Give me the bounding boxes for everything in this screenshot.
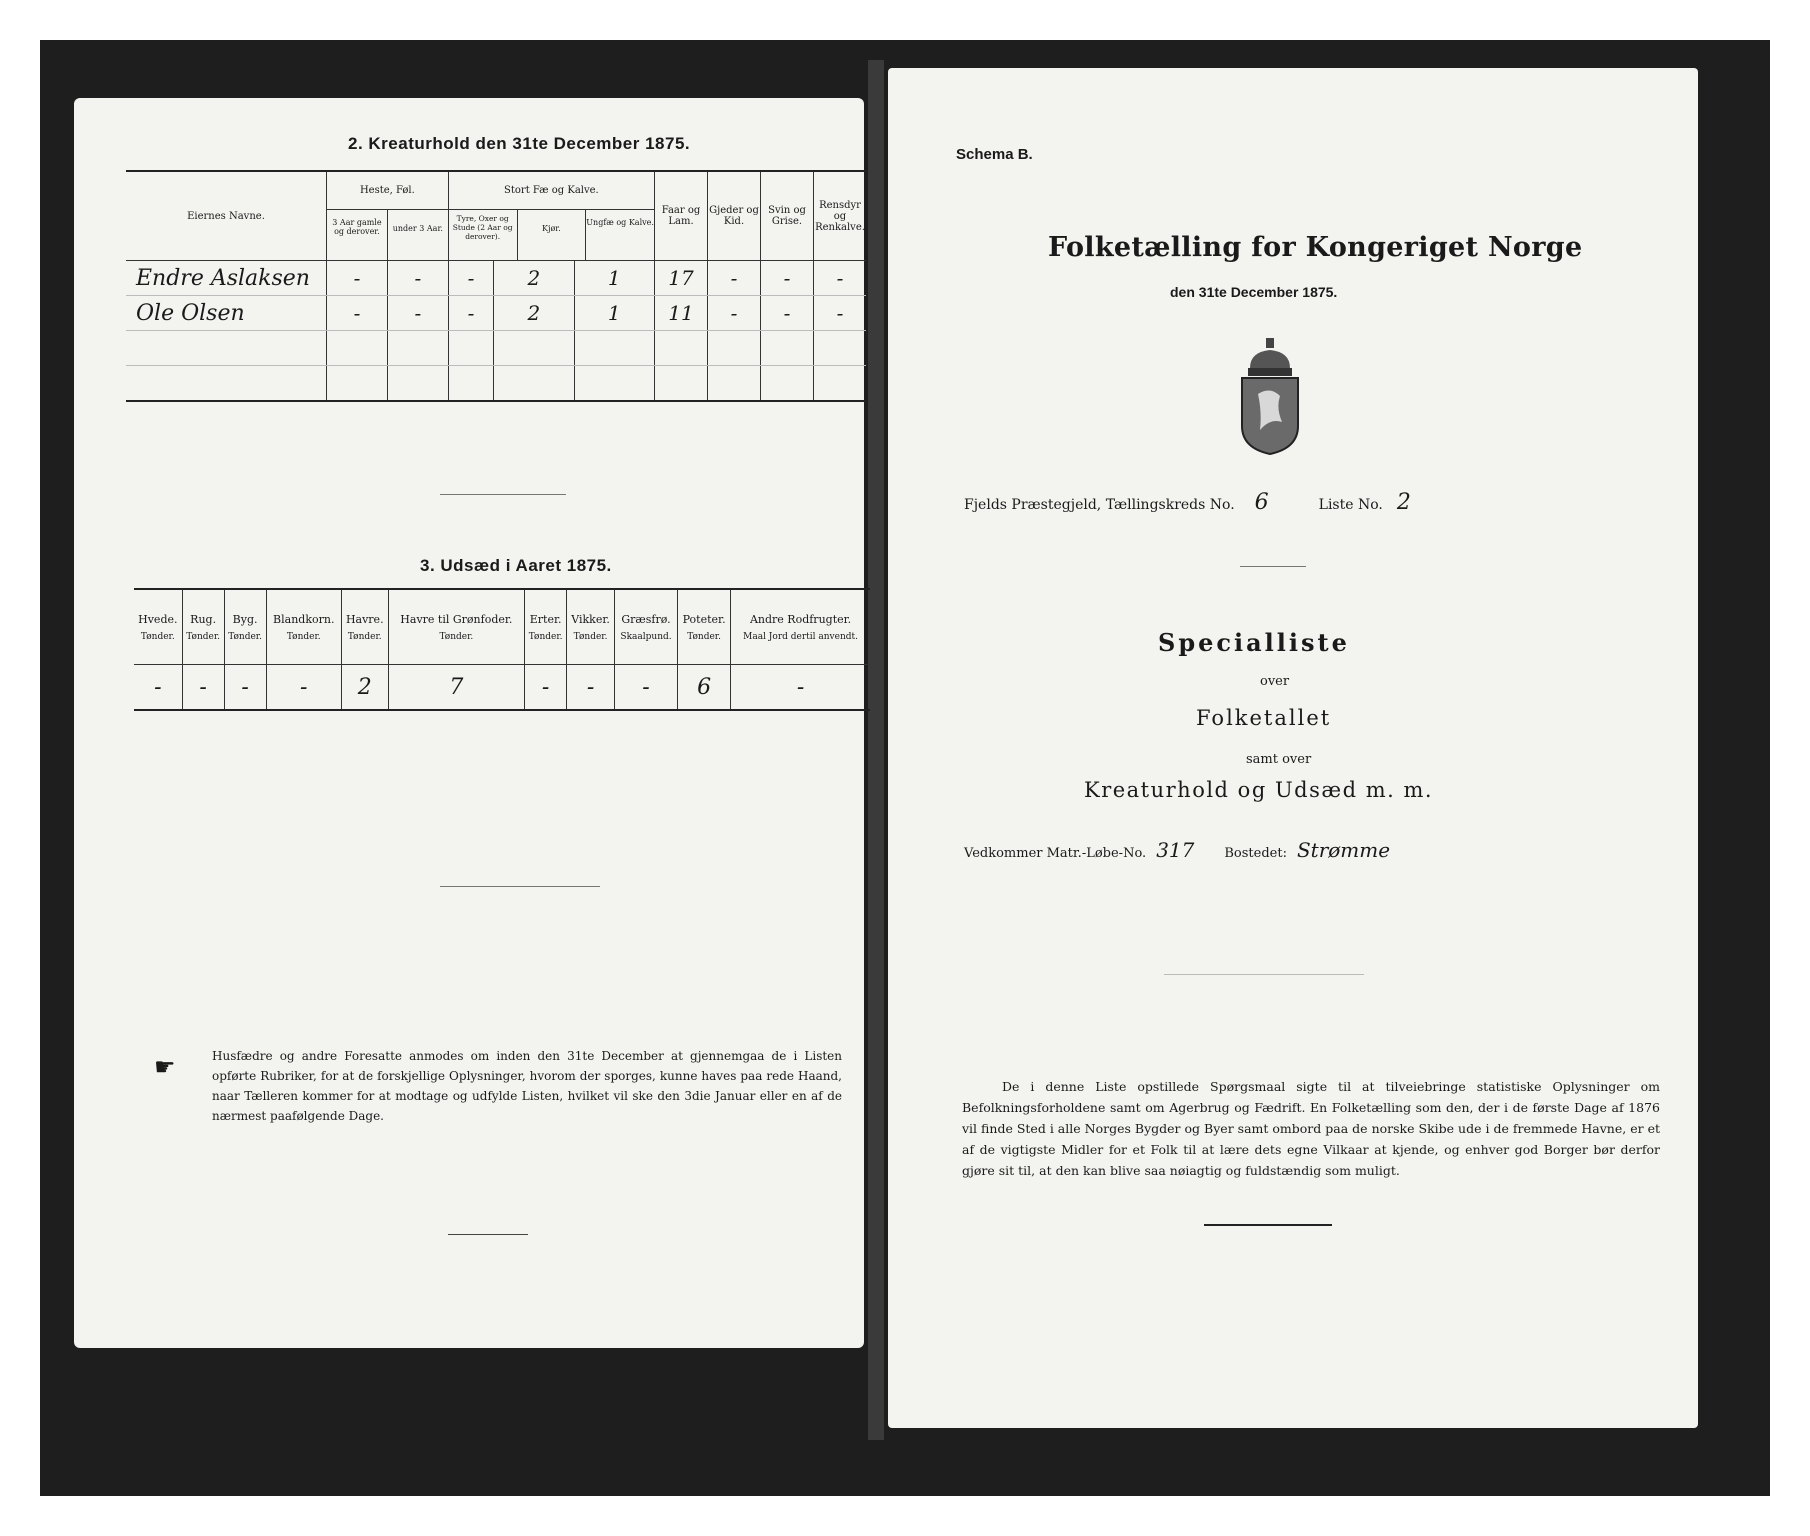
header-heste-sub2: under 3 Aar. bbox=[392, 223, 443, 233]
liste-number: 2 bbox=[1396, 490, 1411, 515]
seed-header-label: Blandkorn. bbox=[273, 612, 335, 626]
header-heste-sub1: 3 Aar gamle og derover. bbox=[327, 210, 388, 260]
seed-value: - bbox=[266, 665, 341, 711]
seed-unit-label: Maal Jord dertil anvendt. bbox=[743, 631, 858, 642]
liste-label: Liste No. bbox=[1318, 497, 1383, 513]
seed-header bbox=[567, 589, 615, 665]
table-row bbox=[126, 331, 866, 366]
matr-line bbox=[964, 838, 1390, 862]
seed-value: 2 bbox=[341, 665, 388, 711]
folketallet-heading: Folketallet bbox=[1196, 706, 1332, 730]
seed-unit-label: Tønder. bbox=[439, 631, 474, 642]
specialliste-heading: Specialliste bbox=[1158, 628, 1350, 657]
divider bbox=[440, 886, 600, 887]
matr-label: Vedkommer Matr.-Løbe-No. bbox=[964, 846, 1147, 861]
cell: 17 bbox=[655, 261, 708, 296]
matr-number: 317 bbox=[1156, 838, 1195, 862]
cell: 2 bbox=[494, 261, 574, 296]
bosted-label: Bostedet: bbox=[1224, 846, 1287, 861]
coat-of-arms-icon bbox=[1238, 338, 1302, 456]
divider bbox=[1240, 566, 1306, 567]
seed-header bbox=[134, 589, 182, 665]
seed-unit-label: Tønder. bbox=[347, 631, 382, 642]
seed-header bbox=[388, 589, 525, 665]
seed-header-label: Havre til Grønfoder. bbox=[400, 612, 513, 626]
divider bbox=[1164, 974, 1364, 975]
cell: - bbox=[387, 261, 448, 296]
livestock-table bbox=[126, 170, 866, 402]
seed-value: - bbox=[182, 665, 224, 711]
cell: - bbox=[448, 261, 493, 296]
seed-header bbox=[678, 589, 731, 665]
seed-header bbox=[731, 589, 870, 665]
seed-unit-label: Tønder. bbox=[528, 631, 563, 642]
seed-value: 7 bbox=[388, 665, 525, 711]
seed-header bbox=[341, 589, 388, 665]
cell: - bbox=[708, 261, 761, 296]
seed-value: - bbox=[567, 665, 615, 711]
divider bbox=[440, 494, 566, 495]
notice-text: Husfædre og andre Foresatte anmodes om inden den 31te December at gjennemgaa de i Listen opførte Rubriker, for at de forskjellige Oplysninger, hvorom der sporges, kunne haves paa rede Haand, naar Tælleren kommer for at modtage og udfylde Listen, hvilket vil ske den 3die Januar eller en af de nærmest paafølgende Dage. bbox=[212, 1049, 842, 1123]
table-row bbox=[126, 296, 866, 331]
seed-value: - bbox=[731, 665, 870, 711]
seed-header-label: Erter. bbox=[529, 612, 562, 626]
cell: - bbox=[327, 296, 388, 331]
header-faar: Faar og Lam. bbox=[655, 171, 708, 261]
header-rensdyr: Rensdyr og Renkalve. bbox=[814, 171, 867, 261]
census-date: den 31te December 1875. bbox=[1170, 284, 1338, 300]
seed-unit-label: Tønder. bbox=[140, 631, 175, 642]
header-stort: Stort Fæ og Kalve. bbox=[449, 173, 654, 210]
seed-value: - bbox=[224, 665, 266, 711]
divider bbox=[448, 1234, 528, 1235]
samt-over-text: samt over bbox=[1246, 752, 1312, 767]
bosted-value: Strømme bbox=[1296, 838, 1391, 862]
seed-unit-label: Skaalpund. bbox=[620, 631, 672, 642]
cell: 2 bbox=[494, 296, 574, 331]
header-stort-sub2: Kjør. bbox=[518, 210, 587, 260]
seed-table bbox=[134, 588, 870, 711]
pointing-hand-icon: ☛ bbox=[154, 1053, 176, 1081]
seed-header bbox=[224, 589, 266, 665]
owner-name: Endre Aslaksen bbox=[126, 261, 327, 296]
seed-header-label: Rug. bbox=[190, 612, 217, 626]
header-names: Eiernes Navne. bbox=[126, 171, 327, 261]
cell: - bbox=[327, 261, 388, 296]
seed-header-label: Byg. bbox=[232, 612, 258, 626]
book-spine bbox=[868, 60, 884, 1440]
seed-header-label: Hvede. bbox=[138, 612, 178, 626]
header-stort-sub1: Tyre, Oxer og Stude (2 Aar og derover). bbox=[449, 210, 518, 260]
seed-unit-label: Tønder. bbox=[573, 631, 608, 642]
cell: - bbox=[448, 296, 493, 331]
cell: 11 bbox=[655, 296, 708, 331]
seed-header bbox=[182, 589, 224, 665]
seed-header-label: Havre. bbox=[345, 612, 384, 626]
seed-value: - bbox=[525, 665, 567, 711]
section3-title: 3. Udsæd i Aaret 1875. bbox=[420, 556, 612, 575]
header-heste: Heste, Føl. bbox=[327, 173, 448, 210]
owner-name: Ole Olsen bbox=[126, 296, 327, 331]
cell: 1 bbox=[574, 261, 654, 296]
seed-header-label: Græsfrø. bbox=[621, 612, 671, 626]
header-stort-sub3: Ungfæ og Kalve. bbox=[586, 217, 654, 227]
header-gjeder: Gjeder og Kid. bbox=[708, 171, 761, 261]
table-row bbox=[126, 366, 866, 402]
cell: - bbox=[814, 296, 867, 331]
cell: 1 bbox=[574, 296, 654, 331]
header-svin: Svin og Grise. bbox=[761, 171, 814, 261]
seed-unit-label: Tønder. bbox=[186, 631, 220, 642]
seed-header bbox=[615, 589, 678, 665]
cell: - bbox=[761, 296, 814, 331]
divider bbox=[1204, 1224, 1332, 1226]
seed-value: - bbox=[154, 674, 162, 700]
seed-value: 6 bbox=[678, 665, 731, 711]
kreds-label: Fjelds Præstegjeld, Tællingskreds No. bbox=[964, 497, 1235, 513]
seed-header-label: Vikker. bbox=[571, 612, 610, 626]
over-text: over bbox=[1260, 674, 1290, 689]
seed-value: - bbox=[615, 665, 678, 711]
cell: - bbox=[761, 261, 814, 296]
seed-header bbox=[525, 589, 567, 665]
table-row bbox=[126, 261, 866, 296]
kreds-line bbox=[964, 490, 1411, 515]
cell: - bbox=[387, 296, 448, 331]
seed-unit-label: Tønder. bbox=[687, 631, 721, 642]
section2-title: 2. Kreaturhold den 31te December 1875. bbox=[348, 134, 691, 153]
seed-header-label: Poteter. bbox=[682, 612, 726, 626]
schema-label: Schema B. bbox=[956, 146, 1033, 163]
seed-header bbox=[266, 589, 341, 665]
seed-unit-label: Tønder. bbox=[228, 631, 262, 642]
cell: - bbox=[814, 261, 867, 296]
page-title: Folketælling for Kongeriget Norge bbox=[1048, 232, 1583, 263]
seed-unit-label: Tønder. bbox=[286, 631, 321, 642]
seed-header-label: Andre Rodfrugter. bbox=[749, 612, 852, 626]
explanation-paragraph: De i denne Liste opstillede Spørgsmaal sigte til at tilveiebringe statistiske Oplysninger om Befolkningsforholdene samt om Agerbrug og Fædrift. En Folketælling som den, der i de første Dage af 1876 vil finde Sted i alle Norges Bygder og Byer samt ombord paa de norske Skibe ude i de fremmede Havne, er et af de vigtigste Midler for et Folk til at lære dets egne Vilkaar at kjende, og enhver god Borger bør derfor gjøre sit til, at den kan blive saa nøiagtig og fuldstændig som muligt. bbox=[962, 1079, 1660, 1178]
cell: - bbox=[708, 296, 761, 331]
kreds-number: 6 bbox=[1254, 490, 1269, 515]
kreaturhold-heading: Kreaturhold og Udsæd m. m. bbox=[1084, 778, 1434, 802]
